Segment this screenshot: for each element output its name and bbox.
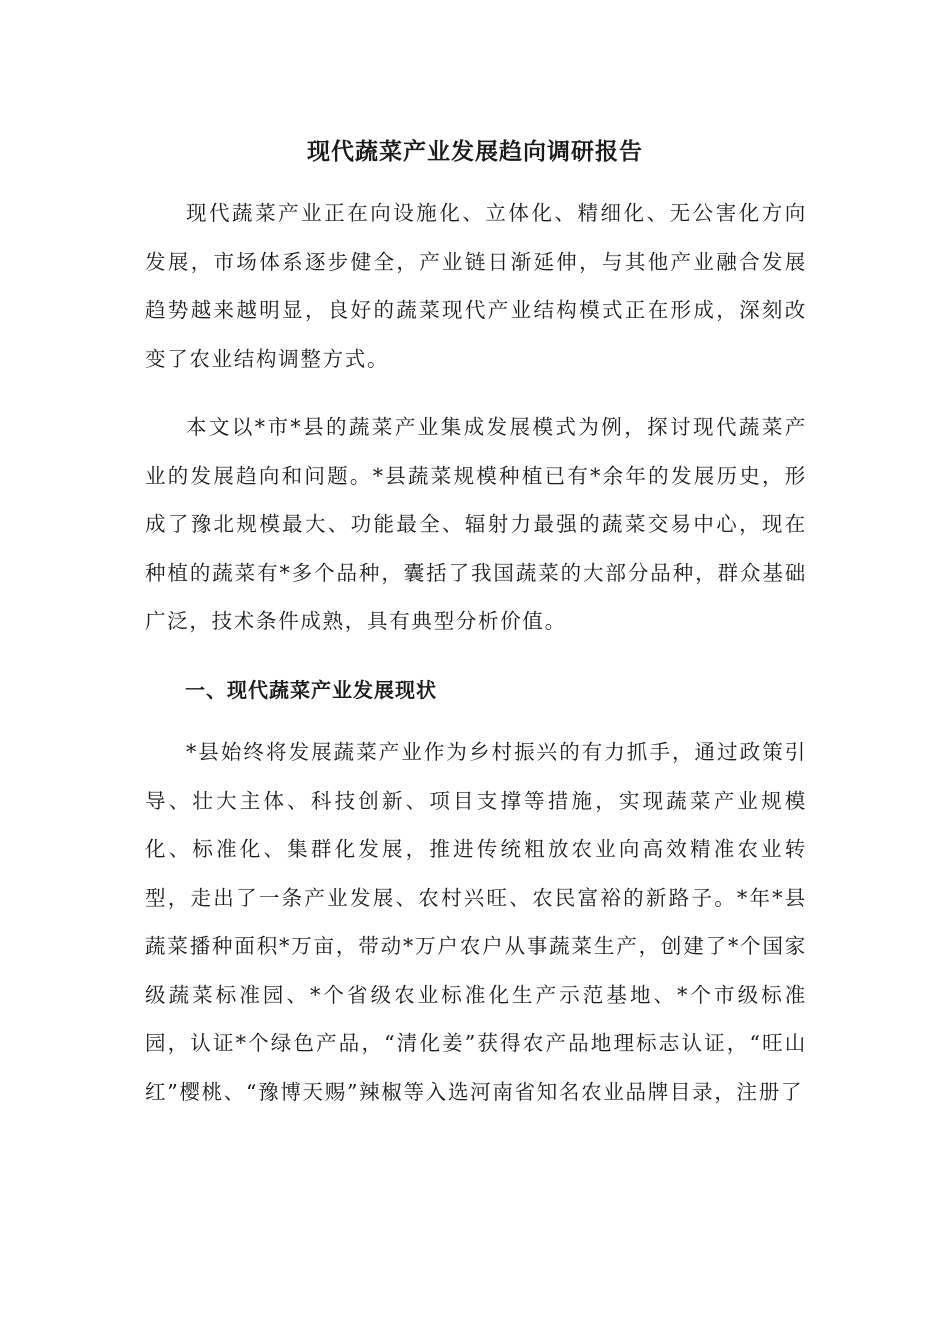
case-paragraph: 本文以*市*县的蔬菜产业集成发展模式为例，探讨现代蔬菜产业的发展趋向和问题。*县蔬菜规模种植已有*余年的发展历史，形成了豫北规模最大、功能最全、辐射力最强的蔬菜交易中心，现在种植的蔬菜有*多个品种，囊括了我国蔬菜的大部分品种，群众基础广泛，技术条件成熟，具有典型分析价值。 xyxy=(145,415,807,633)
intro-paragraph: 现代蔬菜产业正在向设施化、立体化、精细化、无公害化方向发展，市场体系逐步健全，产业链日渐延伸，与其他产业融合发展趋势越来越明显，良好的蔬菜现代产业结构模式正在形成，深刻改变了农业结构调整方式。 xyxy=(145,201,807,371)
section-paragraph: *县始终将发展蔬菜产业作为乡村振兴的有力抓手，通过政策引导、壮大主体、科技创新、项目支撑等措施，实现蔬菜产业规模化、标准化、集群化发展，推进传统粗放农业向高效精准农业转型，走出了一条产业发展、农村兴旺、农民富裕的新路子。*年*县蔬菜播种面积*万亩，带动*万户农户从事蔬菜生产，创建了*个国家级蔬菜标准园、*个省级农业标准化生产示范基地、*个市级标准园，认证*个绿色产品，“清化姜”获得农产品地理标志认证，“旺山红”樱桃、“豫博天赐”辣椒等入选河南省知名农业品牌目录，注册了 xyxy=(145,740,807,1104)
section-heading: 一、现代蔬菜产业发展现状 xyxy=(185,678,437,702)
document-title: 现代蔬菜产业发展趋向调研报告 xyxy=(307,139,643,165)
